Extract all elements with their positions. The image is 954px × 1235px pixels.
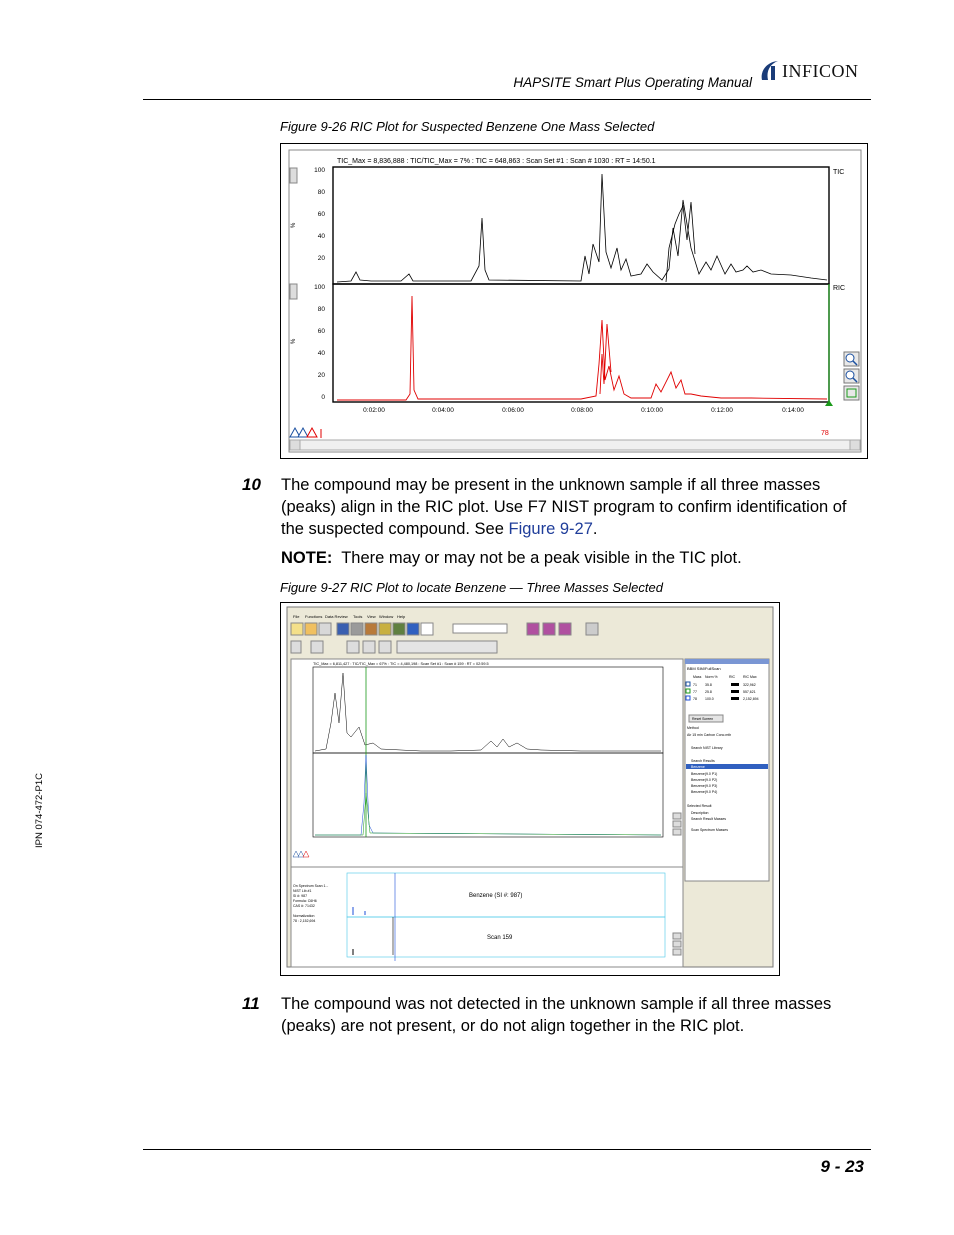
- menu-help[interactable]: Help: [397, 614, 406, 619]
- tic-y-tick: 20: [317, 255, 325, 262]
- ricmax-value: 557,621: [743, 690, 756, 694]
- ric-y-tick: 0: [321, 394, 325, 401]
- fig27-fit-icon[interactable]: [673, 829, 681, 835]
- figure-26-caption: Figure 9-26 RIC Plot for Suspected Benzene One Mass Selected: [280, 119, 655, 134]
- step-10-body: The compound may be present in the unknown sample if all three masses (peaks) align in the RIC plot. Use F7 NIST program to confirm identification of the suspected compound. See: [281, 476, 847, 538]
- norm-value: 100.0: [705, 697, 714, 701]
- fig27-zoom-in-icon[interactable]: [673, 813, 681, 819]
- mass-checkbox[interactable]: [686, 689, 690, 693]
- zoom-in-icon[interactable]: [844, 352, 859, 366]
- search-nist-checkbox[interactable]: Search NIST Library: [691, 746, 723, 750]
- step-10-number: 10: [242, 475, 261, 494]
- menu-file[interactable]: File: [293, 614, 300, 619]
- figure-27-screenshot: [280, 602, 780, 976]
- horizontal-scrollbar[interactable]: [290, 440, 860, 450]
- ric-y-tick: 60: [317, 328, 325, 335]
- spectrum-title: Benzene (SI #: 987): [469, 893, 523, 899]
- method-label: Method: [687, 726, 699, 730]
- tic-scale-button[interactable]: [290, 168, 297, 183]
- spectrum-zoom-in-icon[interactable]: [673, 933, 681, 939]
- menu-window[interactable]: Window: [379, 614, 394, 619]
- result-item[interactable]: Benzene(9.0 P4): [691, 790, 718, 794]
- x-tick: 0:12:00: [711, 407, 733, 414]
- result-item[interactable]: Benzene(9.0 P1): [691, 772, 718, 776]
- mass-value: 77: [693, 690, 697, 694]
- note-label: NOTE:: [281, 549, 333, 567]
- col-ric: RIC: [729, 675, 736, 679]
- spectrum-fit-icon[interactable]: [673, 949, 681, 955]
- tic-y-tick: 80: [317, 189, 325, 196]
- ric-y-label: %: [291, 338, 297, 344]
- mass-value: 78: [693, 697, 697, 701]
- figure-9-27-link[interactable]: Figure 9-27: [508, 520, 593, 538]
- col-mass: Mass: [693, 675, 702, 679]
- x-tick: 0:02:00: [363, 407, 385, 414]
- page-number: 9 - 23: [820, 1157, 864, 1176]
- fit-icon[interactable]: [844, 386, 859, 400]
- spectrum-info: 78 : 2,152,694: [293, 919, 316, 923]
- selected-result-label: Selected Result: [687, 804, 712, 808]
- spectrum-info: NIST Lib #1: [293, 889, 312, 893]
- mass-checkbox[interactable]: [686, 696, 690, 700]
- ipn-label: IPN 074-472-P1C: [34, 773, 45, 848]
- result-item[interactable]: Benzene(9.0 P2): [691, 778, 718, 782]
- x-tick: 0:10:00: [641, 407, 663, 414]
- spectrum-zoom-out-icon[interactable]: [673, 941, 681, 947]
- note: [281, 549, 742, 568]
- step-10-end: .: [592, 520, 598, 538]
- method-value: Air 15 min Carbon Conc.mth: [687, 733, 732, 737]
- spectrum-info: SI #: 987: [293, 894, 308, 898]
- spectrum-info: CAS #: 71432: [293, 904, 315, 908]
- ric-y-tick: 40: [317, 350, 325, 357]
- step-11-text: The compound was not detected in the unknown sample if all three masses (peaks) are not present, or do not align together in the RIC plot.: [281, 995, 832, 1035]
- tic-label: TIC: [833, 169, 845, 176]
- fig26-info-line: TIC_Max = 8,836,888 : TIC/TIC_Max = 7% : TIC = 648,863 : Scan Set #1 : Scan # 1030 : RT = 14:50.1: [337, 158, 656, 165]
- header-rule: [143, 99, 871, 100]
- ricmax-value: 2,152,694: [743, 697, 759, 701]
- figure-27-caption: Figure 9-27 RIC Plot to locate Benzene — Three Masses Selected: [280, 580, 663, 595]
- spectrum-info: Formula: C6H6: [293, 899, 317, 903]
- menu-functions[interactable]: Functions: [305, 614, 323, 619]
- note-text: There may or may not be a peak visible in the TIC plot.: [341, 549, 742, 567]
- tic-y-tick: 60: [317, 211, 325, 218]
- spectrum-info: On Spectrum Scan 1...: [293, 884, 329, 888]
- result-item[interactable]: Benzene: [691, 765, 705, 769]
- reset-screen-label: Reset Screen: [692, 717, 714, 721]
- ric-y-tick: 20: [317, 372, 325, 379]
- logo-text: INFICON: [782, 61, 859, 81]
- mass-label: 78: [821, 430, 829, 437]
- mass-checkbox[interactable]: [686, 682, 690, 686]
- ric-y-tick: 100: [314, 284, 325, 291]
- ric-label: RIC: [833, 285, 846, 292]
- scan-title: Scan 159: [487, 935, 513, 941]
- menu-data-review[interactable]: Data Review: [325, 614, 348, 619]
- col-ricmax: RIC Max: [743, 675, 757, 679]
- peak-marker-icons[interactable]: [290, 428, 317, 437]
- tic-y-tick: 100: [314, 167, 325, 174]
- norm-value: 25.8: [705, 690, 712, 694]
- figure-26-ric-plot: [280, 143, 868, 459]
- x-tick: 0:06:00: [502, 407, 524, 414]
- zoom-out-icon[interactable]: [844, 369, 859, 383]
- x-tick: 0:08:00: [571, 407, 593, 414]
- panel-title: BBM SIM/FullScan: [687, 666, 721, 671]
- ric-y-tick: 80: [317, 306, 325, 313]
- step-10-text: [281, 474, 871, 540]
- scan-spectrum-masses-checkbox[interactable]: Scan Spectrum Masses: [691, 828, 728, 832]
- result-item[interactable]: Benzene(9.0 P3): [691, 784, 718, 788]
- search-result-masses-checkbox[interactable]: Search Result Masses: [691, 817, 727, 821]
- norm-value: 35.8: [705, 683, 712, 687]
- col-norm: Norm %: [705, 675, 718, 679]
- ricmax-value: 322,962: [743, 683, 756, 687]
- manual-title: HAPSITE Smart Plus Operating Manual: [513, 75, 752, 90]
- fig27-zoom-out-icon[interactable]: [673, 821, 681, 827]
- tic-y-label: %: [291, 222, 297, 228]
- spectrum-info: Normalization: [293, 914, 315, 918]
- footer-rule: [143, 1149, 871, 1150]
- fig27-info-line: TIC_Max = 6,811,427 : TIC/TIC_Max = 67% : TIC = 4,480,198 : Scan Set #1 : Scan # 159 : RT = 02:59.5: [313, 662, 489, 666]
- step-11-number: 11: [242, 994, 260, 1013]
- search-results-label: Search Results: [691, 759, 715, 763]
- ric-scale-button[interactable]: [290, 284, 297, 299]
- menu-tools[interactable]: Tools: [353, 614, 363, 619]
- menu-view[interactable]: View: [367, 614, 376, 619]
- mass-value: 71: [693, 683, 697, 687]
- x-tick: 0:14:00: [782, 407, 804, 414]
- description-checkbox[interactable]: Description: [691, 811, 709, 815]
- x-tick: 0:04:00: [432, 407, 454, 414]
- tic-y-tick: 40: [317, 233, 325, 240]
